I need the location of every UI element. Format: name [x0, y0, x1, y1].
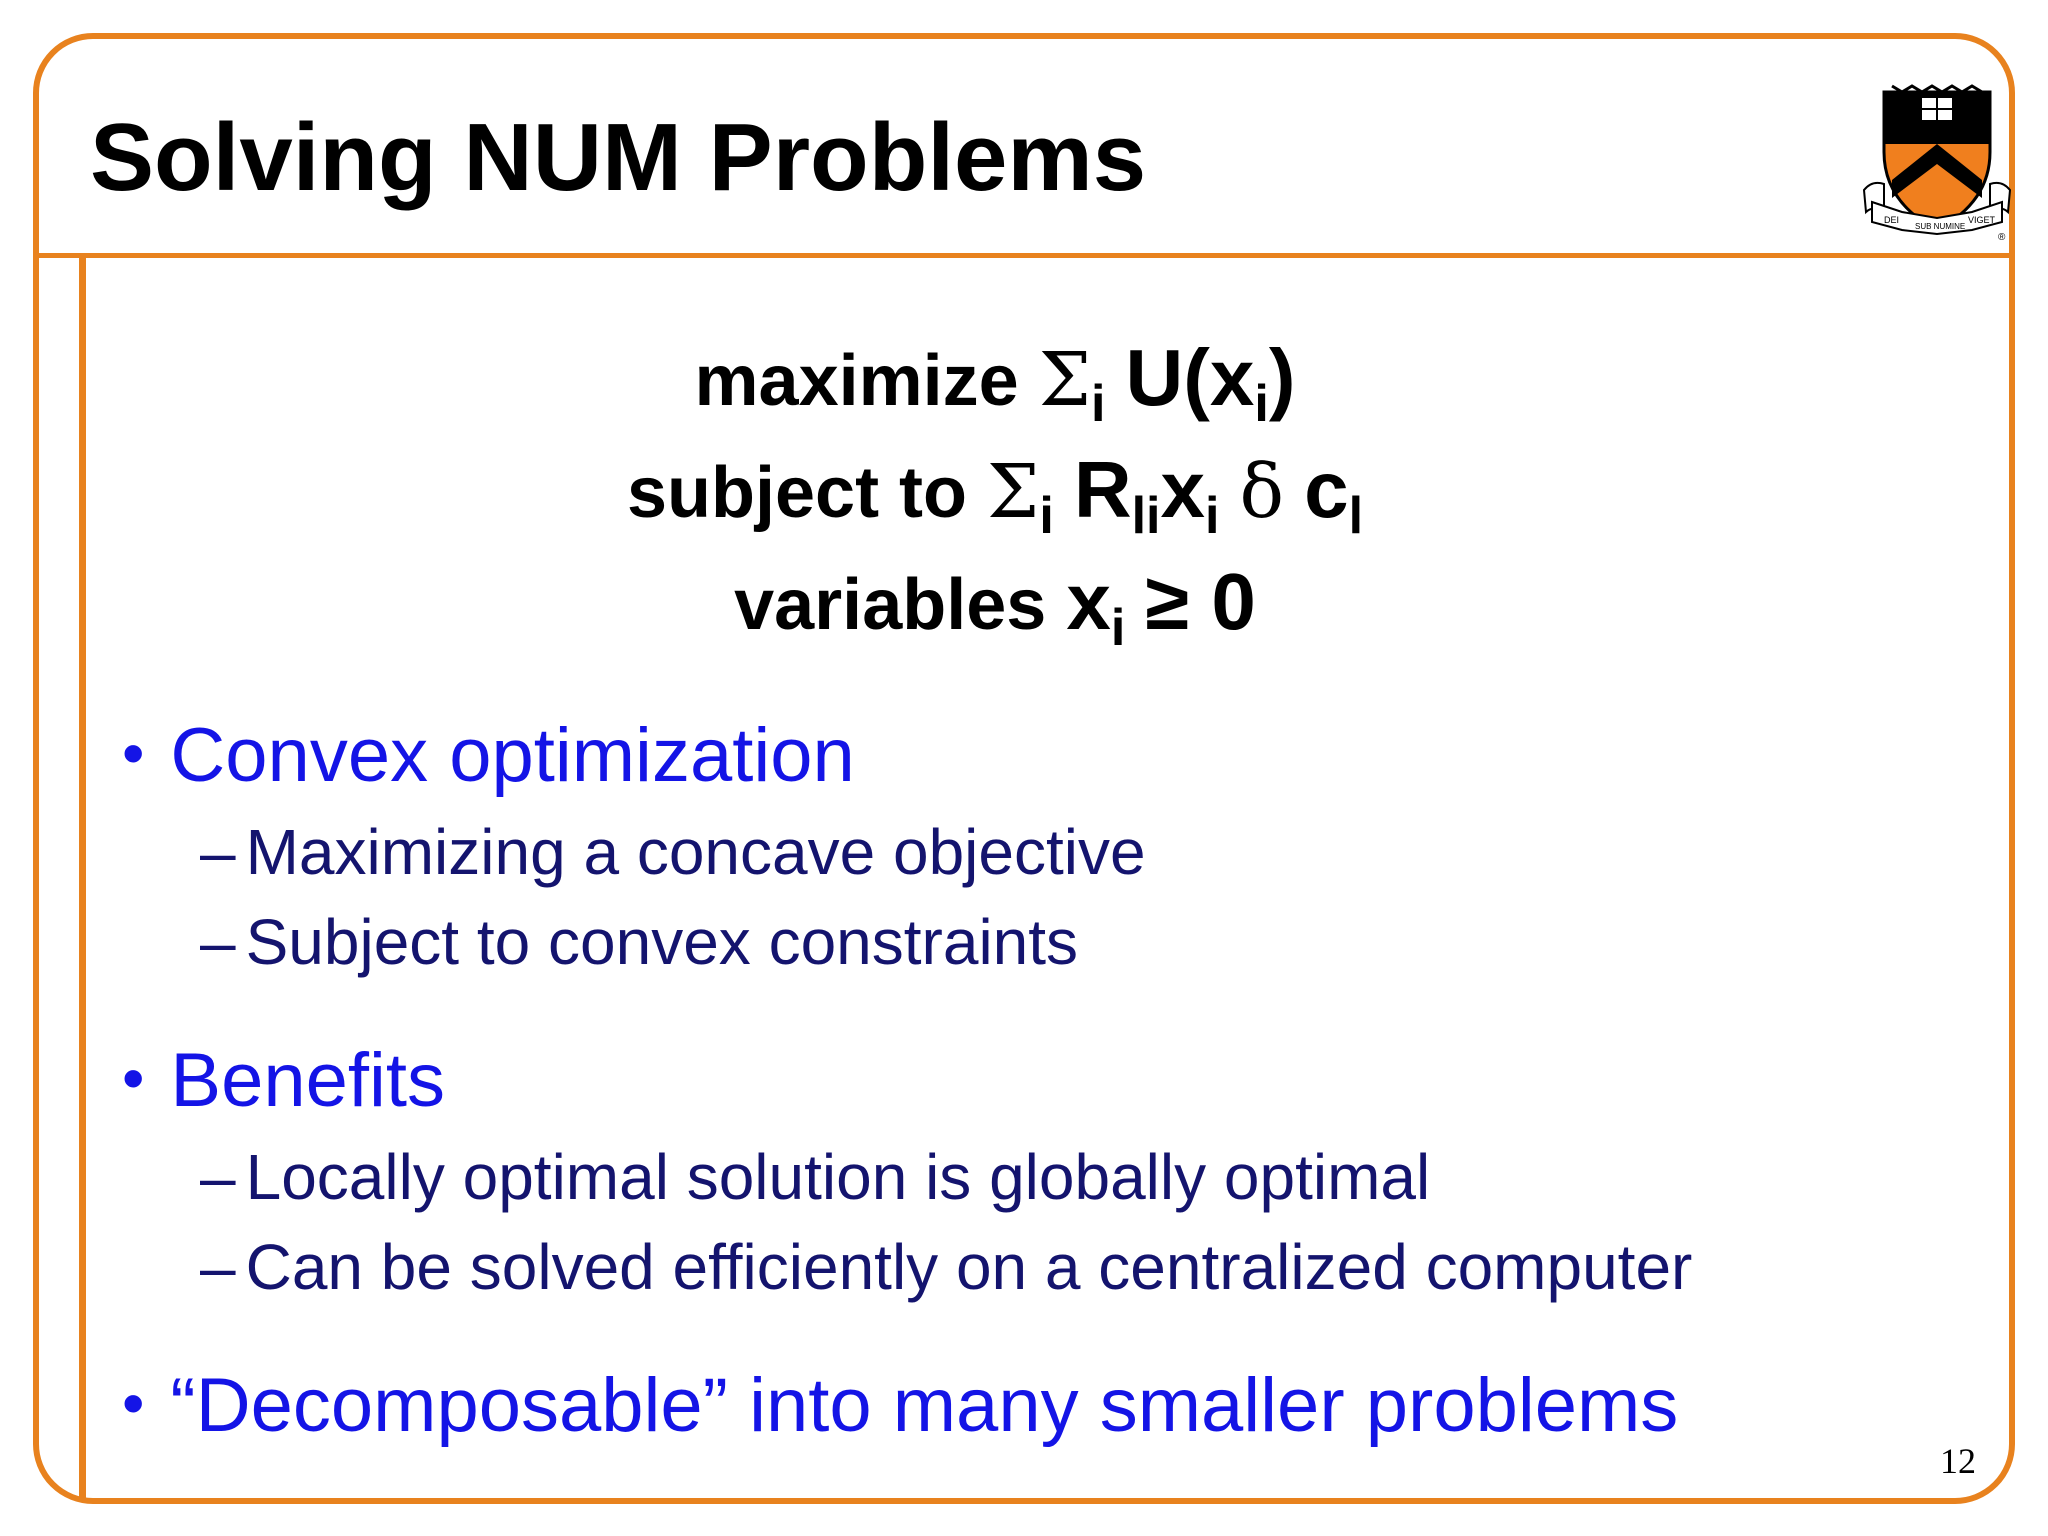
- slide-title: Solving NUM Problems: [90, 104, 1147, 211]
- sub-bullet-item: [200, 1231, 1693, 1303]
- registered-mark: ®: [1998, 232, 2006, 242]
- bullet-item: [122, 1038, 446, 1123]
- dash-icon: –: [200, 906, 236, 978]
- formula-keyword: variables: [734, 565, 1047, 645]
- sub-bullet-label: Subject to convex constraints: [245, 906, 1079, 978]
- sigma-symbol: Σ: [1038, 337, 1092, 423]
- formula-variables: variables $x_i \ge 0$: [734, 557, 1256, 657]
- header-divider: [36, 253, 2012, 258]
- page-number: 12: [1940, 1441, 1976, 1481]
- relation-symbol: δ: [1239, 449, 1285, 535]
- motto-right: VIGET: [1968, 215, 1996, 225]
- bullet-dot-icon: •: [122, 1042, 145, 1114]
- bullet-label: Convex optimization: [170, 713, 855, 798]
- bullet-label: “Decomposable” into many smaller problems: [170, 1363, 1679, 1448]
- sub-bullet-item: [200, 1141, 1431, 1213]
- sub-bullet-label: Can be solved efficiently on a centralized computer: [245, 1231, 1693, 1303]
- dash-icon: –: [200, 1231, 236, 1303]
- sigma-symbol: Σ: [987, 449, 1040, 535]
- motto-left: DEI: [1884, 215, 1900, 225]
- motto-center: SUB NUMINE: [1915, 222, 1966, 231]
- formula-constraint: subject to $\Sigma_i$ $R_{li}x_i$ δ $c_l$: [626, 445, 1364, 545]
- formula-keyword: subject to: [626, 453, 968, 533]
- bullet-dot-icon: •: [122, 1367, 145, 1439]
- bullet-dot-icon: •: [122, 717, 145, 789]
- sub-bullet-label: Maximizing a concave objective: [245, 816, 1146, 888]
- formula-keyword: maximize: [694, 341, 1019, 421]
- sub-bullet-item: [200, 816, 1146, 888]
- left-accent-bar: [79, 258, 86, 1501]
- dash-icon: –: [200, 816, 236, 888]
- shield: [1884, 86, 1990, 230]
- princeton-shield-icon: [1862, 72, 2012, 242]
- sub-bullet-item: [200, 906, 1079, 978]
- bullet-item: [122, 713, 855, 798]
- formula-objective: maximize $\Sigma_i$ $U(x_i)$: [694, 333, 1296, 433]
- bullet-label: Benefits: [170, 1038, 446, 1123]
- bullet-item: [122, 1363, 1679, 1448]
- dash-icon: –: [200, 1141, 236, 1213]
- sub-bullet-label: Locally optimal solution is globally optimal: [245, 1141, 1431, 1213]
